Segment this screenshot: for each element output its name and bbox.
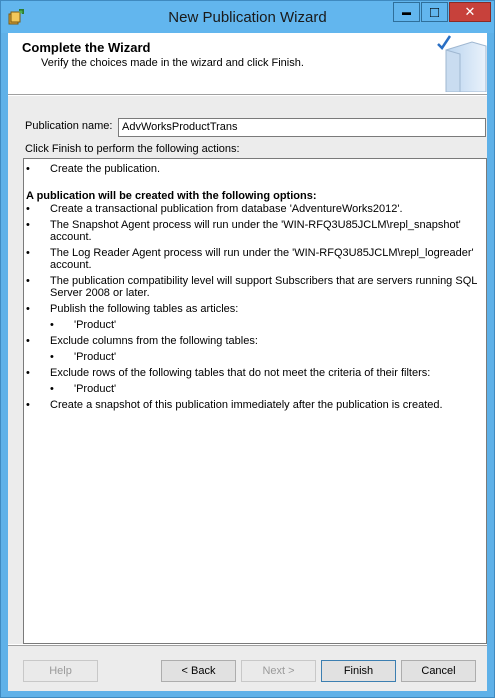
wizard-client-area [8, 33, 487, 691]
wizard-button-bar [8, 646, 487, 691]
title-bar[interactable] [1, 1, 494, 33]
bullet-icon: • [50, 351, 54, 363]
page-title: Complete the Wizard [22, 40, 151, 55]
options-heading: A publication will be created with the following options: [26, 190, 317, 202]
wizard-body [8, 96, 487, 644]
bullet-icon: • [26, 367, 30, 379]
publication-name-field[interactable]: AdvWorksProductTrans [118, 118, 486, 137]
close-button[interactable] [449, 2, 491, 22]
finish-button[interactable]: Finish [321, 660, 396, 682]
bullet-icon: • [26, 399, 30, 411]
minimize-button[interactable] [393, 2, 420, 22]
bullet-icon: • [50, 319, 54, 331]
back-button[interactable]: < Back [161, 660, 236, 682]
close-icon: ✕ [464, 4, 476, 19]
bullet-icon: • [26, 163, 30, 175]
minimize-icon: ▬ [402, 7, 411, 17]
bullet-icon: • [26, 303, 30, 315]
wizard-header [8, 33, 487, 93]
maximize-button[interactable] [421, 2, 448, 22]
actions-summary-textbox[interactable]: • Create the publication. A publication will be created with the following options: • Create a transactional publication from database 'AdventureWorks2012'. • The Snapshot Agent process will run under the 'WIN-RFQ3U85JCLM\repl_snapshot' account. • The Log Reader Agent process will run under the 'WIN-RFQ3U85JCLM\repl_logreader' account. • The publication compatibility level will support Subscribers that are servers running SQL Server 2008 or later. • Publish the following tables as articles: • 'Product' • Exclude columns from the following tables: • 'Product' • Exclude rows of the following tables that do not meet the criteria of their filters: • 'Product' • Create a snapshot of this publication immediately after the publication is created. [23, 158, 487, 644]
bullet-icon: • [26, 219, 30, 231]
bullet-icon: • [26, 203, 30, 215]
publication-name-label: Publication name: [25, 120, 113, 132]
bullet-icon: • [26, 335, 30, 347]
next-button[interactable]: Next > [241, 660, 316, 682]
bullet-icon: • [26, 275, 30, 287]
window-title: New Publication Wizard [168, 9, 327, 26]
page-subtitle: Verify the choices made in the wizard and click Finish. [41, 57, 304, 69]
help-button[interactable]: Help [23, 660, 98, 682]
wizard-book-checkmark-icon [432, 34, 488, 92]
bullet-icon: • [50, 383, 54, 395]
bullet-icon: • [26, 247, 30, 259]
header-divider [8, 94, 487, 95]
cancel-button[interactable]: Cancel [401, 660, 476, 682]
instructions-label: Click Finish to perform the following actions: [25, 143, 240, 155]
maximize-icon: □ [429, 3, 440, 21]
